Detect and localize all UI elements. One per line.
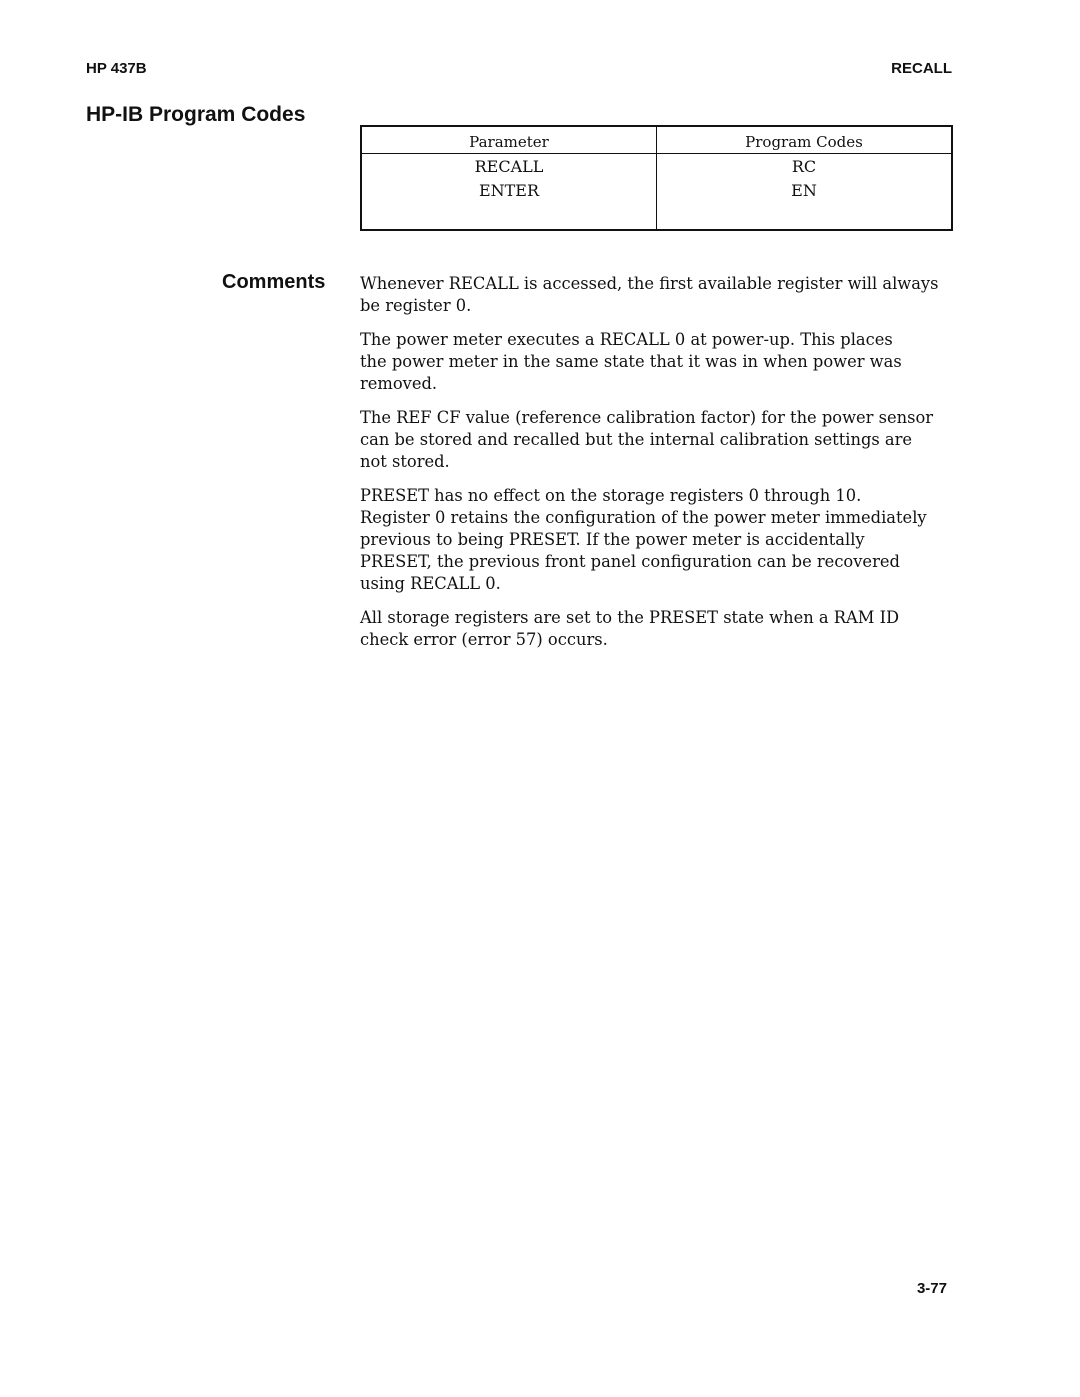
text-line: be register 0.	[360, 296, 472, 315]
text-line: The REF CF value (reference calibration factor) for the power sensor	[360, 408, 934, 427]
program-codes-column	[657, 127, 951, 229]
text-line: check error (error 57) occurs.	[360, 630, 608, 649]
text-line: the power meter in the same state that it was in when power was	[360, 352, 902, 371]
column-header: Parameter	[362, 127, 656, 154]
paragraph	[360, 329, 960, 395]
text-line: not stored.	[360, 452, 450, 471]
comments-label: Comments	[222, 271, 326, 293]
paragraph	[360, 607, 960, 651]
text-line: Register 0 retains the configuration of the power meter immediately	[360, 508, 927, 527]
header-model: HP 437B	[86, 60, 147, 77]
paragraph	[360, 485, 960, 595]
paragraph	[360, 273, 960, 317]
text-line: All storage registers are set to the PRESET state when a RAM ID	[360, 608, 900, 627]
text-line: The power meter executes a RECALL 0 at power-up. This places	[360, 330, 893, 349]
header-section: RECALL	[891, 60, 952, 77]
comments-body	[360, 273, 960, 663]
parameter-column	[362, 127, 657, 229]
text-line: removed.	[360, 374, 438, 393]
paragraph	[360, 407, 960, 473]
table-cell: RC	[791, 157, 817, 176]
text-line: PRESET has no effect on the storage registers 0 through 10.	[360, 486, 862, 505]
text-line: can be stored and recalled but the internal calibration settings are	[360, 430, 913, 449]
text-line: using RECALL 0.	[360, 574, 501, 593]
text-line: Whenever RECALL is accessed, the first available register will always	[360, 274, 939, 293]
table-cell: ENTER	[478, 181, 540, 200]
text-line: previous to being PRESET. If the power meter is accidentally	[360, 530, 865, 549]
text-line: PRESET, the previous front panel configuration can be recovered	[360, 552, 900, 571]
section-title: HP-IB Program Codes	[86, 103, 306, 126]
table-cell: RECALL	[474, 157, 544, 176]
table-cell: EN	[791, 181, 817, 200]
program-codes-table	[360, 125, 953, 231]
page-number: 3-77	[916, 1280, 947, 1297]
column-header: Program Codes	[657, 127, 951, 154]
